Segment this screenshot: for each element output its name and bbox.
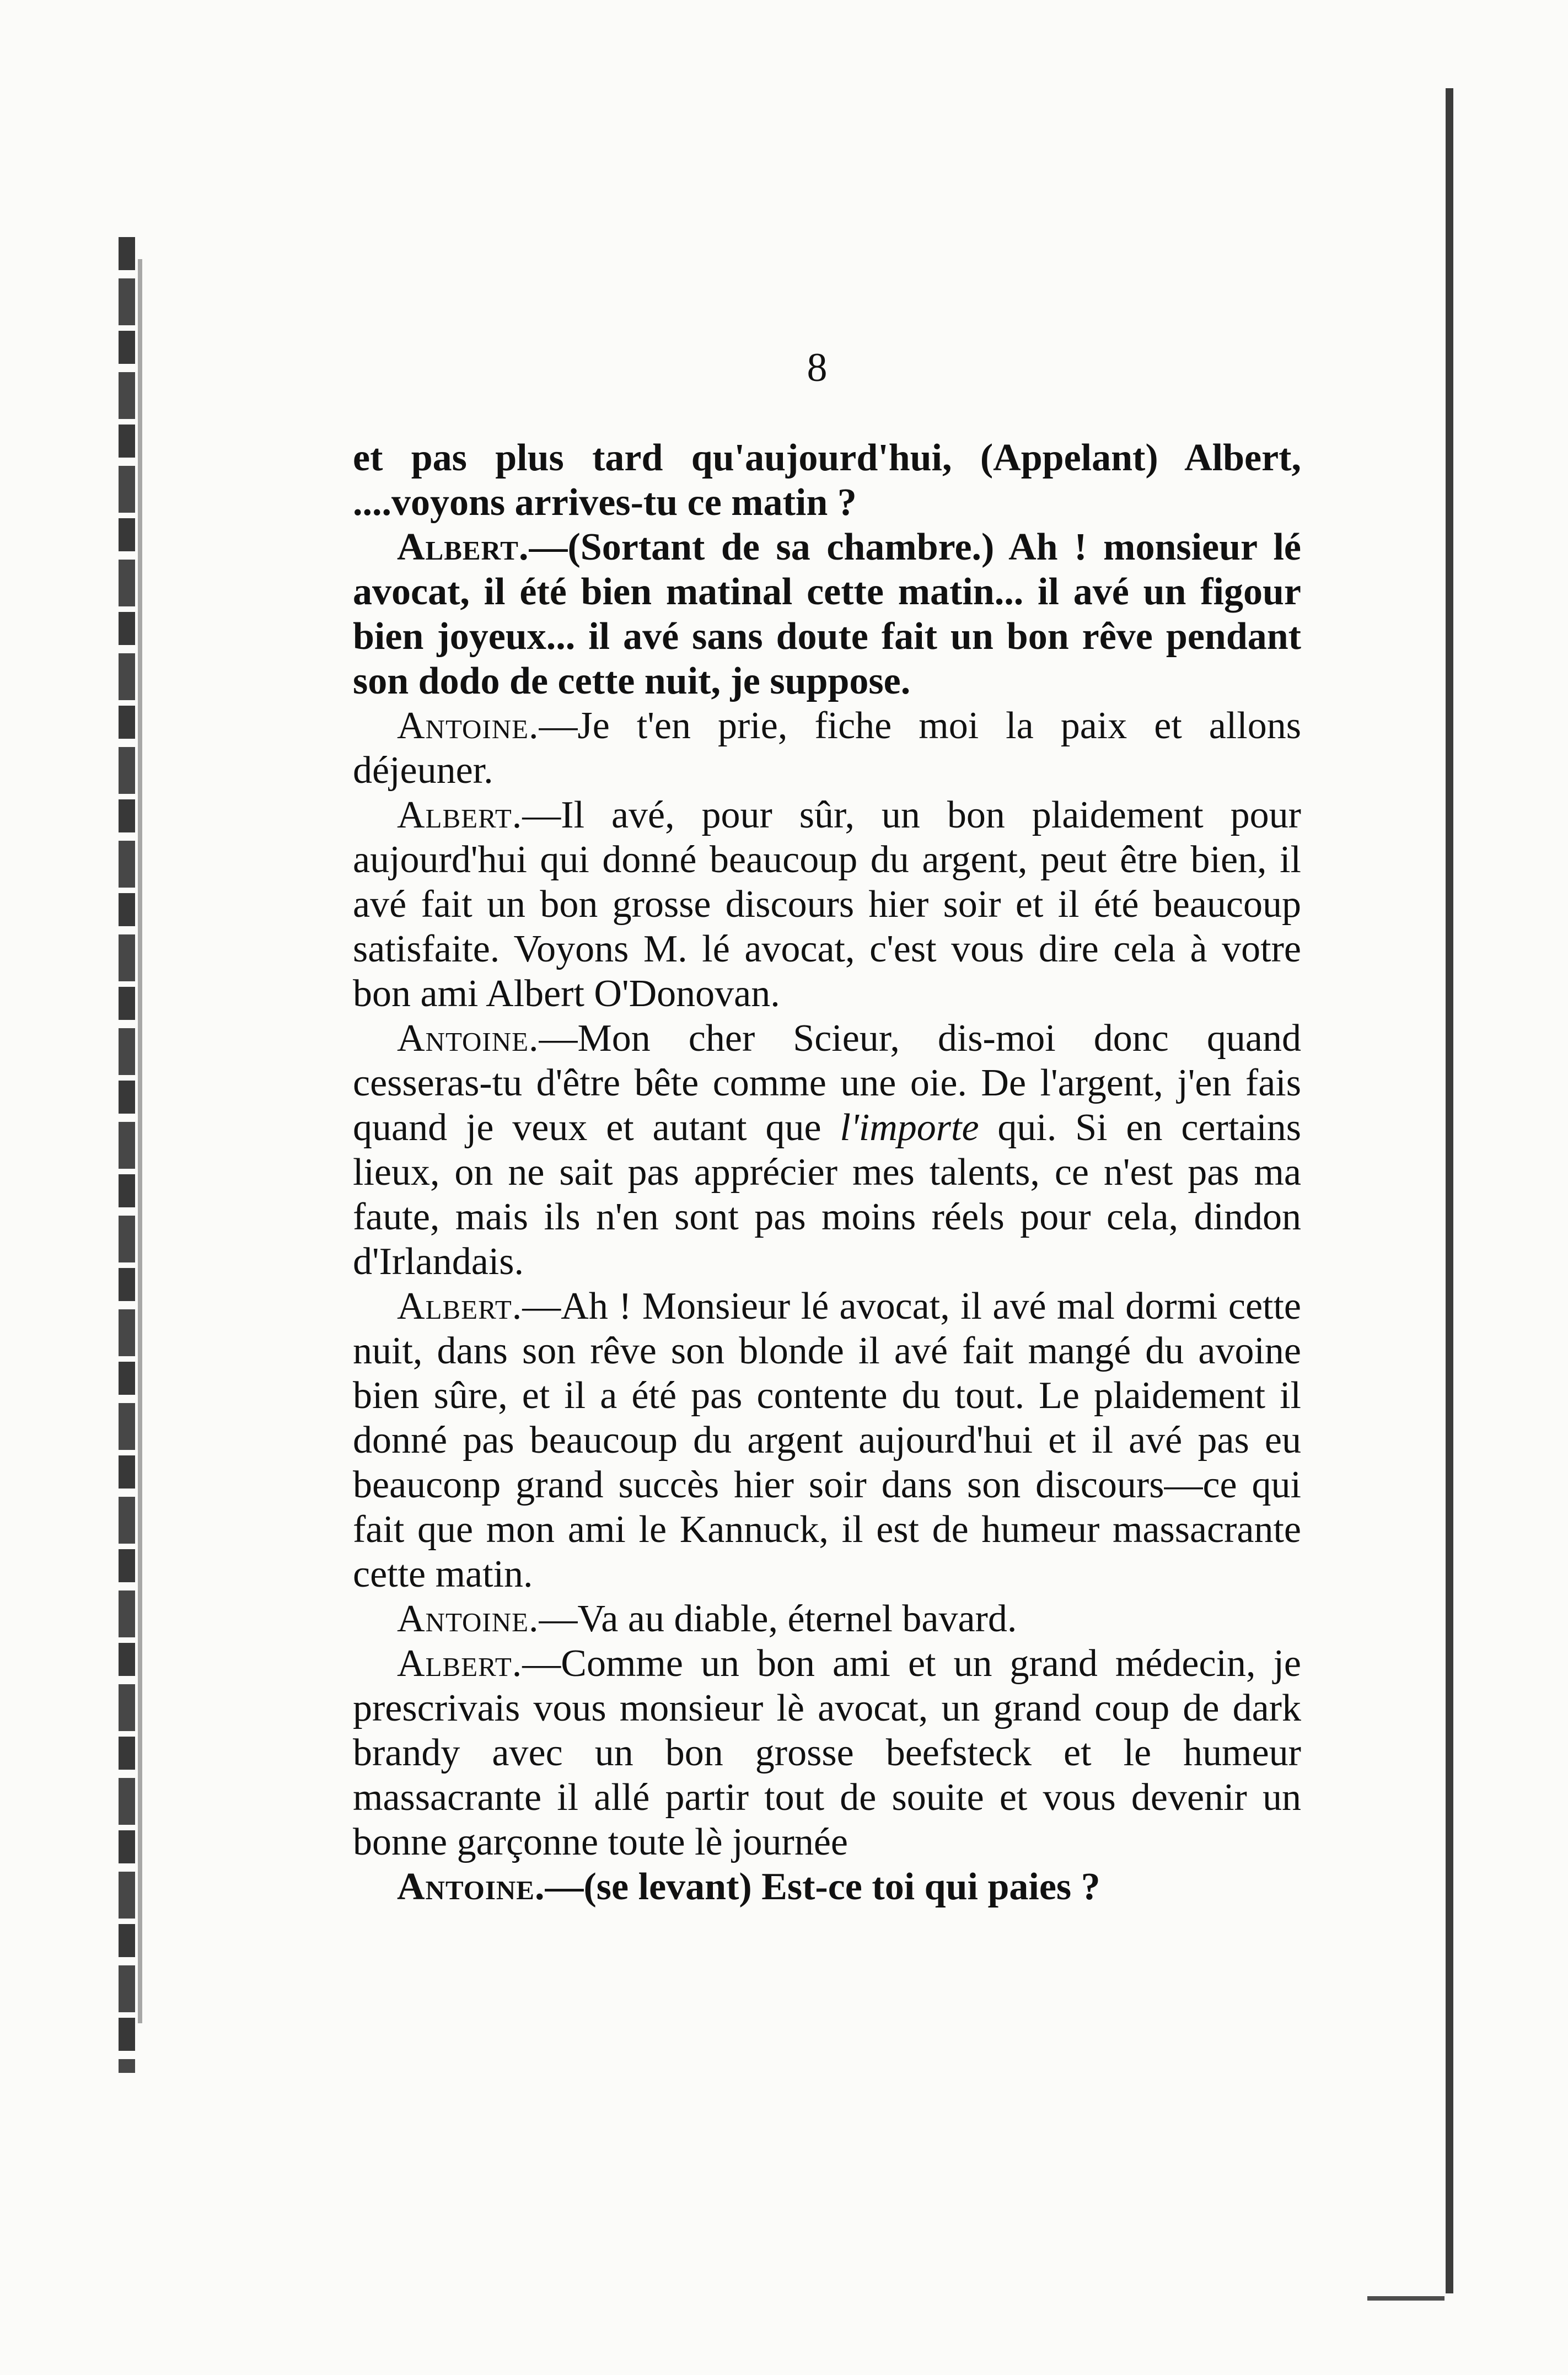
dialogue-paragraph	[353, 1597, 1301, 1641]
page-number: 8	[807, 345, 828, 390]
dialogue-text: —Comme un bon ami et un grand médecin, je prescrivais vous monsieur lè avocat, un grand coup de dark brandy avec un bon grosse beefsteck et le humeur massacrante il allé partir tout de souite et vous devenir un bonne garçonne toute lè journée	[353, 1642, 1301, 1863]
speaker-name: Antoine.	[397, 705, 539, 747]
dialogue-text: —Va au diable, éternel bavard.	[539, 1598, 1017, 1640]
dialogue-text: —(se levant) Est-ce toi qui paies ?	[545, 1866, 1100, 1908]
speaker-name: Antoine.	[397, 1017, 539, 1060]
dialogue-paragraph	[353, 703, 1301, 793]
speaker-name: Albert.	[397, 794, 523, 836]
speaker-name: Albert.	[397, 1285, 523, 1328]
speaker-name: Antoine.	[397, 1866, 545, 1908]
speaker-name: Antoine.	[397, 1598, 539, 1640]
dialogue-text: —(Sortant de sa chambre.)	[529, 526, 995, 568]
speaker-name: Albert.	[397, 1642, 523, 1685]
dialogue-paragraph	[353, 1016, 1301, 1284]
page-body	[353, 436, 1301, 1909]
page-edge-right	[1446, 88, 1453, 2293]
binding-shadow-left-inner	[138, 259, 142, 2023]
page-edge-bottom-mark	[1367, 2296, 1445, 2301]
dialogue-text: qui. Si en certains lieux, on ne sait pas apprécier mes talents, ce n'est pas ma faute, mais ils n'en sont pas moins réels pour cela, dindon d'Irlandais.	[353, 1106, 1302, 1283]
dialogue-text: —Il avé, pour sûr, un bon plaidement pour aujourd'hui qui donné beaucoup du argent, peut être bien, il avé fait un bon grosse discours hier soir et il été beaucoup satisfaite. Voyons M. lé avocat, c'est vous dire cela à votre bon ami Albert O'Donovan.	[353, 794, 1301, 1015]
dialogue-paragraph	[353, 793, 1301, 1016]
speaker-name: Albert.	[397, 526, 529, 568]
dialogue-text: —Je t'en prie, fiche moi la paix et allons déjeuner.	[353, 705, 1301, 792]
dialogue-paragraph	[353, 1284, 1301, 1597]
dialogue-text: —Mon cher Scieur, dis-moi donc quand cesseras-tu d'être bête comme une oie. De l'argent, j'en fais quand je veux et autant que	[353, 1017, 1301, 1149]
dialogue-text: Ah ! monsieur lé avocat, il été bien matinal cette matin... il avé un figour bien joyeux... il avé sans doute fait un bon rêve pendant son dodo de cette nuit, je suppose.	[353, 526, 1302, 702]
binding-shadow-left	[119, 237, 135, 2073]
continuation-paragraph	[353, 436, 1301, 525]
dialogue-paragraph	[353, 1864, 1301, 1909]
dialogue-text: et pas plus tard qu'aujourd'hui, (Appelant) Albert, ....voyons arrives-tu ce matin ?	[353, 437, 1301, 524]
dialogue-paragraph	[353, 1641, 1301, 1864]
italic-text: l'importe	[840, 1106, 979, 1149]
dialogue-text: —Ah ! Monsieur lé avocat, il avé mal dormi cette nuit, dans son rêve son blonde il avé fait mangé du avoine bien sûre, et il a été pas contente du tout. Le plaidement il donné pas beaucoup du argent aujourd'hui et il avé pas eu beauconp grand succès hier soir dans son discours—ce qui fait que mon ami le Kannuck, il est de humeur massacrante cette matin.	[353, 1285, 1301, 1595]
dialogue-paragraph	[353, 525, 1301, 703]
